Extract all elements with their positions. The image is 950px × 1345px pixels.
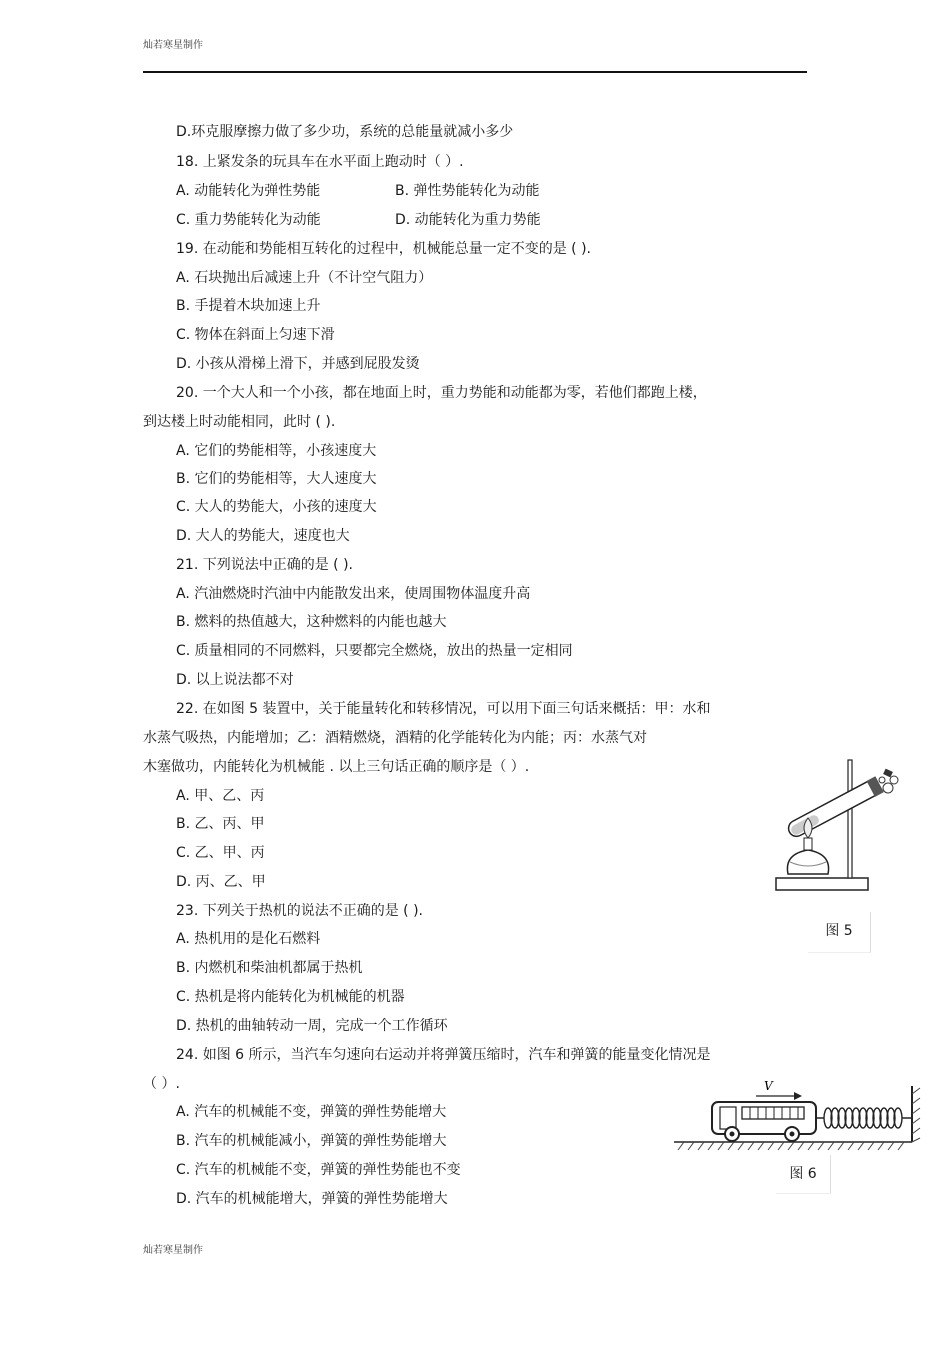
q21-option-a: A. 汽油燃烧时汽油中内能散发出来，使周围物体温度升高 bbox=[176, 586, 531, 602]
q18-option-a: A. 动能转化为弹性势能 bbox=[176, 183, 321, 199]
q18-option-c: C. 重力势能转化为动能 bbox=[176, 212, 321, 228]
q17-option-d: D.环克服摩擦力做了多少功，系统的总能量就减小多少 bbox=[176, 124, 514, 140]
q22-stem-line1: 22. 在如图 5 装置中，关于能量转化和转移情况，可以用下面三句话来概括：甲：水和 bbox=[176, 701, 711, 717]
q18-option-b: B. 弹性势能转化为动能 bbox=[395, 183, 540, 199]
q24-stem-line1: 24. 如图 6 所示，当汽车匀速向右运动并将弹簧压缩时，汽车和弹簧的能量变化情况是 bbox=[176, 1047, 711, 1063]
q21-stem: 21. 下列说法中正确的是 ( ). bbox=[176, 557, 353, 573]
q20-option-c: C. 大人的势能大，小孩的速度大 bbox=[176, 499, 377, 515]
figure-5-caption: 图 5 bbox=[808, 912, 871, 953]
q21-option-c: C. 质量相同的不同燃料，只要都完全燃烧，放出的热量一定相同 bbox=[176, 643, 573, 659]
q19-option-c: C. 物体在斜面上匀速下滑 bbox=[176, 327, 335, 343]
q23-option-d: D. 热机的曲轴转动一周，完成一个工作循环 bbox=[176, 1018, 448, 1034]
q20-stem-line2: 到达楼上时动能相同，此时 ( ). bbox=[143, 414, 336, 430]
q20-stem-line1: 20. 一个大人和一个小孩，都在地面上时，重力势能和动能都为零，若他们都跑上楼， bbox=[176, 385, 707, 401]
header-rule bbox=[143, 71, 807, 73]
q23-option-a: A. 热机用的是化石燃料 bbox=[176, 931, 321, 947]
q19-stem: 19. 在动能和势能相互转化的过程中，机械能总量一定不变的是 ( ). bbox=[176, 241, 591, 257]
q22-stem-line2: 水蒸气吸热，内能增加；乙：酒精燃烧，酒精的化学能转化为内能；丙：水蒸气对 bbox=[143, 730, 647, 746]
q23-option-c: C. 热机是将内能转化为机械能的机器 bbox=[176, 989, 405, 1005]
q20-option-a: A. 它们的势能相等，小孩速度大 bbox=[176, 443, 377, 459]
q18-option-d: D. 动能转化为重力势能 bbox=[395, 212, 541, 228]
q21-option-d: D. 以上说法都不对 bbox=[176, 672, 294, 688]
q22-option-c: C. 乙、甲、丙 bbox=[176, 845, 265, 861]
q18-stem: 18. 上紧发条的玩具车在水平面上跑动时（ ）. bbox=[176, 154, 464, 170]
q24-option-b: B. 汽车的机械能减小，弹簧的弹性势能增大 bbox=[176, 1133, 447, 1149]
q19-option-a: A. 石块抛出后减速上升（不计空气阻力） bbox=[176, 270, 433, 286]
figure-6-caption: 图 6 bbox=[776, 1155, 831, 1194]
q23-option-b: B. 内燃机和柴油机都属于热机 bbox=[176, 960, 363, 976]
q24-stem-line2: （ ）. bbox=[143, 1076, 180, 1092]
q24-option-c: C. 汽车的机械能不变，弹簧的弹性势能也不变 bbox=[176, 1162, 461, 1178]
q19-option-d: D. 小孩从滑梯上滑下，并感到屁股发烫 bbox=[176, 356, 420, 372]
q23-stem: 23. 下列关于热机的说法不正确的是 ( ). bbox=[176, 903, 423, 919]
q20-option-b: B. 它们的势能相等，大人速度大 bbox=[176, 471, 377, 487]
q21-option-b: B. 燃料的热值越大，这种燃料的内能也越大 bbox=[176, 614, 447, 630]
figure-6-bus-spring bbox=[672, 1076, 934, 1156]
q24-option-d: D. 汽车的机械能增大，弹簧的弹性势能增大 bbox=[176, 1191, 448, 1207]
q19-option-b: B. 手提着木块加速上升 bbox=[176, 298, 321, 314]
figure-5-apparatus bbox=[770, 758, 905, 898]
q22-option-b: B. 乙、丙、甲 bbox=[176, 816, 265, 832]
q24-option-a: A. 汽车的机械能不变，弹簧的弹性势能增大 bbox=[176, 1104, 447, 1120]
velocity-label: V bbox=[764, 1079, 773, 1093]
q22-stem-line3: 木塞做功，内能转化为机械能 . 以上三句话正确的顺序是（ ）. bbox=[143, 759, 530, 775]
q22-option-a: A. 甲、乙、丙 bbox=[176, 788, 265, 804]
q20-option-d: D. 大人的势能大，速度也大 bbox=[176, 528, 350, 544]
q22-option-d: D. 丙、乙、甲 bbox=[176, 874, 266, 890]
page-header: 灿若寒星制作 bbox=[143, 40, 203, 51]
page-footer: 灿若寒星制作 bbox=[143, 1245, 203, 1256]
